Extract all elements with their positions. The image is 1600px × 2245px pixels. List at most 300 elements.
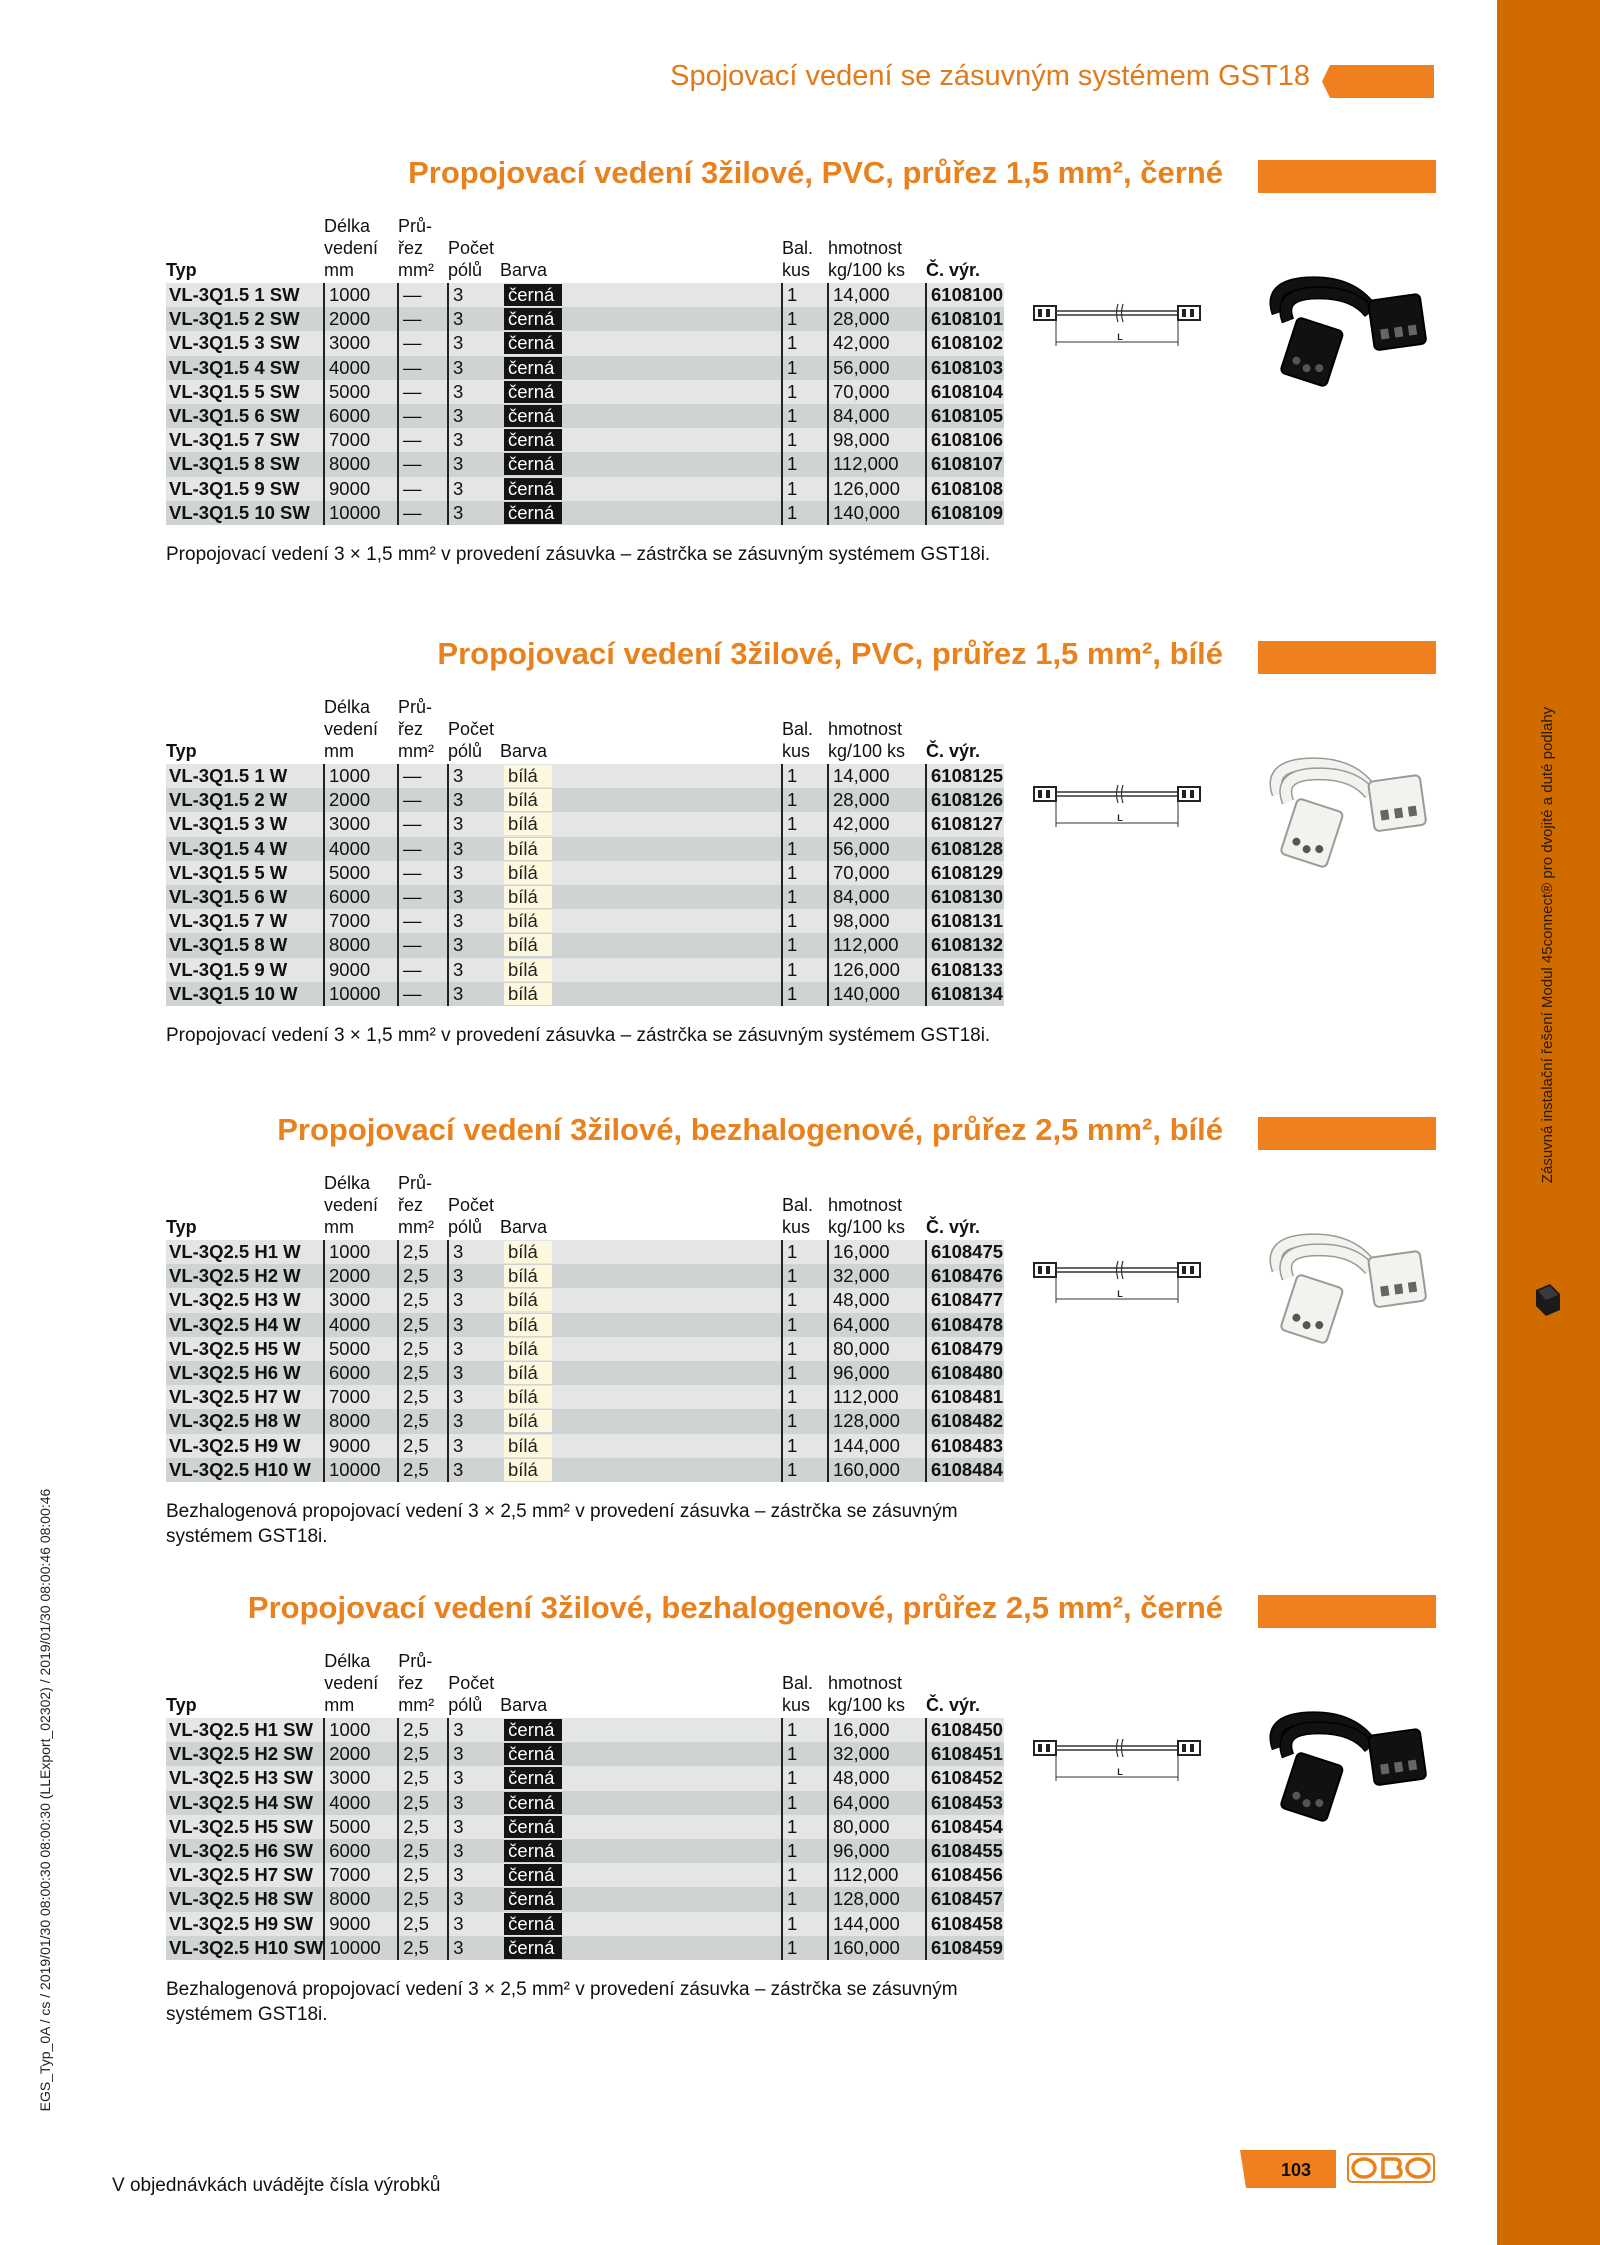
table-row bbox=[166, 1313, 1004, 1337]
cell-pocet: 3 bbox=[448, 1434, 500, 1458]
cell-typ: VL-3Q1.5 5 SW bbox=[166, 380, 324, 404]
cell-barva bbox=[500, 1240, 584, 1264]
col-hmotnost: hmotnost kg/100 ks bbox=[828, 238, 906, 280]
cell-cislo: 6108134 bbox=[926, 982, 1004, 1006]
cell-hmotnost: 128,000 bbox=[828, 1409, 926, 1433]
cell-cislo: 6108104 bbox=[926, 380, 1004, 404]
cell-bal: 1 bbox=[782, 477, 828, 501]
product-category-icon bbox=[1532, 1280, 1564, 1318]
cell-delka: 4000 bbox=[324, 837, 398, 861]
cell-prurez: 2,5 bbox=[398, 1458, 448, 1482]
cell-cislo: 6108132 bbox=[926, 933, 1004, 957]
cell-cislo: 6108106 bbox=[926, 428, 1004, 452]
cell-hmotnost: 70,000 bbox=[828, 861, 926, 885]
cell-cislo: 6108453 bbox=[926, 1791, 1004, 1815]
color-swatch: černá bbox=[504, 1913, 562, 1935]
cell-cislo: 6108128 bbox=[926, 837, 1004, 861]
col-prurez: Prů- řez mm² bbox=[398, 216, 434, 280]
color-swatch: bílá bbox=[504, 1241, 552, 1263]
cell-hmotnost: 80,000 bbox=[828, 1337, 926, 1361]
cell-pocet: 3 bbox=[448, 501, 500, 525]
table-row bbox=[166, 764, 1004, 788]
cell-cislo: 6108459 bbox=[926, 1936, 1004, 1960]
cell-pocet: 3 bbox=[448, 1936, 500, 1960]
cell-pocet: 3 bbox=[448, 452, 500, 476]
cell-cislo: 6108105 bbox=[926, 404, 1004, 428]
color-swatch: bílá bbox=[504, 983, 552, 1005]
cell-gap bbox=[584, 861, 782, 885]
cable-product-photo bbox=[1258, 265, 1438, 393]
cell-cislo: 6108450 bbox=[926, 1718, 1004, 1742]
cell-delka: 2000 bbox=[324, 307, 398, 331]
color-swatch: bílá bbox=[504, 910, 552, 932]
table-row bbox=[166, 788, 1004, 812]
cell-hmotnost: 126,000 bbox=[828, 477, 926, 501]
cell-typ: VL-3Q2.5 H3 W bbox=[166, 1288, 324, 1312]
cell-hmotnost: 140,000 bbox=[828, 501, 926, 525]
cell-gap bbox=[584, 1791, 782, 1815]
cell-gap bbox=[584, 1361, 782, 1385]
cell-cislo: 6108480 bbox=[926, 1361, 1004, 1385]
table-row bbox=[166, 1887, 1004, 1911]
dimension-drawing bbox=[1032, 1731, 1202, 1801]
table-row bbox=[166, 380, 1004, 404]
cell-cislo: 6108482 bbox=[926, 1409, 1004, 1433]
col-gap bbox=[584, 696, 782, 764]
cell-typ: VL-3Q1.5 4 SW bbox=[166, 356, 324, 380]
cell-typ: VL-3Q2.5 H9 SW bbox=[166, 1912, 324, 1936]
cell-pocet: 3 bbox=[448, 764, 500, 788]
cell-gap bbox=[584, 1288, 782, 1312]
cell-bal: 1 bbox=[782, 1718, 828, 1742]
cable-product-photo bbox=[1258, 746, 1438, 874]
table-row bbox=[166, 1766, 1004, 1790]
cell-bal: 1 bbox=[782, 428, 828, 452]
cell-bal: 1 bbox=[782, 1936, 828, 1960]
cell-gap bbox=[584, 428, 782, 452]
table-row bbox=[166, 452, 1004, 476]
cell-prurez: — bbox=[398, 356, 448, 380]
cell-typ: VL-3Q1.5 10 W bbox=[166, 982, 324, 1006]
cell-prurez: 2,5 bbox=[398, 1337, 448, 1361]
cell-barva bbox=[500, 1385, 584, 1409]
dimension-drawing bbox=[1032, 777, 1202, 847]
cell-prurez: — bbox=[398, 501, 448, 525]
cell-hmotnost: 70,000 bbox=[828, 380, 926, 404]
cell-hmotnost: 16,000 bbox=[828, 1718, 926, 1742]
cell-barva bbox=[500, 764, 584, 788]
cell-prurez: — bbox=[398, 404, 448, 428]
cell-typ: VL-3Q2.5 H8 SW bbox=[166, 1887, 324, 1911]
cell-pocet: 3 bbox=[448, 1264, 500, 1288]
cell-barva bbox=[500, 1936, 584, 1960]
table-row bbox=[166, 837, 1004, 861]
cell-prurez: — bbox=[398, 788, 448, 812]
cable-product-photo bbox=[1258, 1222, 1438, 1350]
cell-gap bbox=[584, 331, 782, 355]
col-cislo: Č. výr. bbox=[926, 741, 981, 761]
col-gap bbox=[584, 1172, 782, 1240]
cell-barva bbox=[500, 1839, 584, 1863]
cell-barva bbox=[500, 1361, 584, 1385]
cell-pocet: 3 bbox=[448, 1458, 500, 1482]
cell-delka: 8000 bbox=[324, 1409, 398, 1433]
cell-hmotnost: 112,000 bbox=[828, 933, 926, 957]
cell-pocet: 3 bbox=[448, 1887, 500, 1911]
cell-cislo: 6108129 bbox=[926, 861, 1004, 885]
cell-typ: VL-3Q2.5 H7 W bbox=[166, 1385, 324, 1409]
cell-barva bbox=[500, 982, 584, 1006]
table-row bbox=[166, 1264, 1004, 1288]
cell-hmotnost: 64,000 bbox=[828, 1791, 926, 1815]
cell-gap bbox=[584, 404, 782, 428]
cell-gap bbox=[584, 1863, 782, 1887]
cell-cislo: 6108478 bbox=[926, 1313, 1004, 1337]
cell-pocet: 3 bbox=[448, 1791, 500, 1815]
cell-barva bbox=[500, 1288, 584, 1312]
cell-cislo: 6108481 bbox=[926, 1385, 1004, 1409]
cell-pocet: 3 bbox=[448, 1742, 500, 1766]
cell-delka: 6000 bbox=[324, 885, 398, 909]
cell-bal: 1 bbox=[782, 331, 828, 355]
section-description: Propojovací vedení 3 × 1,5 mm² v provedení zásuvka – zástrčka se zásuvným systémem GST18i. bbox=[166, 544, 991, 565]
cell-bal: 1 bbox=[782, 1839, 828, 1863]
page-number-badge bbox=[1240, 2150, 1336, 2188]
cell-delka: 5000 bbox=[324, 1815, 398, 1839]
color-swatch: černá bbox=[504, 429, 562, 451]
cell-barva bbox=[500, 861, 584, 885]
dimension-drawing bbox=[1032, 1253, 1202, 1323]
table-header-row bbox=[166, 696, 1004, 764]
cell-delka: 3000 bbox=[324, 1288, 398, 1312]
col-barva: Barva bbox=[500, 260, 548, 280]
cell-cislo: 6108108 bbox=[926, 477, 1004, 501]
table-row bbox=[166, 1718, 1004, 1742]
cell-pocet: 3 bbox=[448, 1766, 500, 1790]
cell-gap bbox=[584, 1434, 782, 1458]
cell-hmotnost: 160,000 bbox=[828, 1936, 926, 1960]
cell-gap bbox=[584, 380, 782, 404]
cell-hmotnost: 56,000 bbox=[828, 837, 926, 861]
col-barva: Barva bbox=[500, 741, 548, 761]
dimension-drawing bbox=[1032, 296, 1202, 366]
cell-cislo: 6108475 bbox=[926, 1240, 1004, 1264]
table-row bbox=[166, 1385, 1004, 1409]
cell-bal: 1 bbox=[782, 1742, 828, 1766]
cell-barva bbox=[500, 283, 584, 307]
cell-delka: 8000 bbox=[324, 1887, 398, 1911]
cell-pocet: 3 bbox=[448, 380, 500, 404]
cell-pocet: 3 bbox=[448, 982, 500, 1006]
cell-hmotnost: 32,000 bbox=[828, 1742, 926, 1766]
cell-cislo: 6108125 bbox=[926, 764, 1004, 788]
cell-gap bbox=[584, 982, 782, 1006]
cell-gap bbox=[584, 933, 782, 957]
cell-hmotnost: 140,000 bbox=[828, 982, 926, 1006]
cell-barva bbox=[500, 1409, 584, 1433]
col-pocet: Počet pólů bbox=[448, 1673, 495, 1715]
cell-typ: VL-3Q1.5 3 W bbox=[166, 812, 324, 836]
color-swatch: černá bbox=[504, 284, 562, 306]
cell-hmotnost: 126,000 bbox=[828, 958, 926, 982]
cell-bal: 1 bbox=[782, 1912, 828, 1936]
cell-cislo: 6108127 bbox=[926, 812, 1004, 836]
col-bal: Bal. kus bbox=[782, 1195, 814, 1237]
product-table bbox=[166, 696, 1004, 1006]
col-pocet: Počet pólů bbox=[448, 238, 495, 280]
cell-cislo: 6108454 bbox=[926, 1815, 1004, 1839]
cell-pocet: 3 bbox=[448, 1385, 500, 1409]
section-title: Propojovací vedení 3žilové, bezhalogenové, průřez 2,5 mm², bílé bbox=[277, 1112, 1223, 1147]
cell-cislo: 6108126 bbox=[926, 788, 1004, 812]
cell-typ: VL-3Q2.5 H3 SW bbox=[166, 1766, 324, 1790]
cell-bal: 1 bbox=[782, 1288, 828, 1312]
cell-prurez: — bbox=[398, 837, 448, 861]
cell-pocet: 3 bbox=[448, 331, 500, 355]
color-swatch: černá bbox=[504, 405, 562, 427]
col-prurez: Prů- řez mm² bbox=[398, 1651, 435, 1715]
table-row bbox=[166, 356, 1004, 380]
print-metadata: EGS_Typ_0A / cs / 2019/01/30 08:00:30 08:00:30 (LLExport_02302) / 2019/01/30 08:00:46 08:00:46 bbox=[37, 1488, 53, 2112]
color-swatch: černá bbox=[504, 502, 562, 524]
section-title: Propojovací vedení 3žilové, PVC, průřez 1,5 mm², černé bbox=[408, 155, 1223, 190]
cell-typ: VL-3Q2.5 H7 SW bbox=[166, 1863, 324, 1887]
cell-gap bbox=[584, 788, 782, 812]
cell-gap bbox=[584, 1718, 782, 1742]
page-number: 103 bbox=[1280, 2160, 1312, 2180]
cell-delka: 1000 bbox=[324, 1240, 398, 1264]
svg-text:L: L bbox=[1117, 1289, 1123, 1299]
cell-typ: VL-3Q2.5 H4 W bbox=[166, 1313, 324, 1337]
cell-hmotnost: 160,000 bbox=[828, 1458, 926, 1482]
col-bal: Bal. kus bbox=[781, 1673, 814, 1715]
cell-delka: 7000 bbox=[324, 909, 398, 933]
cell-pocet: 3 bbox=[448, 1240, 500, 1264]
cell-prurez: 2,5 bbox=[398, 1766, 448, 1790]
cell-prurez: 2,5 bbox=[398, 1240, 448, 1264]
table-row bbox=[166, 1240, 1004, 1264]
cell-barva bbox=[500, 452, 584, 476]
cell-bal: 1 bbox=[782, 933, 828, 957]
color-swatch: černá bbox=[504, 1937, 562, 1959]
cell-typ: VL-3Q1.5 3 SW bbox=[166, 331, 324, 355]
table-row bbox=[166, 1912, 1004, 1936]
cell-gap bbox=[584, 1766, 782, 1790]
cell-bal: 1 bbox=[782, 837, 828, 861]
cell-prurez: 2,5 bbox=[398, 1912, 448, 1936]
cell-pocet: 3 bbox=[448, 307, 500, 331]
cell-bal: 1 bbox=[782, 812, 828, 836]
cell-prurez: — bbox=[398, 982, 448, 1006]
cell-typ: VL-3Q1.5 7 W bbox=[166, 909, 324, 933]
cell-hmotnost: 56,000 bbox=[828, 356, 926, 380]
col-delka: Délka vedení mm bbox=[324, 1651, 379, 1715]
cell-barva bbox=[500, 837, 584, 861]
cell-pocet: 3 bbox=[448, 1337, 500, 1361]
svg-text:L: L bbox=[1117, 332, 1123, 342]
cell-prurez: 2,5 bbox=[398, 1742, 448, 1766]
table-row bbox=[166, 812, 1004, 836]
col-cislo: Č. výr. bbox=[926, 1217, 981, 1237]
col-hmotnost: hmotnost kg/100 ks bbox=[827, 1673, 906, 1715]
section-title-bar bbox=[1258, 1117, 1436, 1150]
section-description: Bezhalogenová propojovací vedení 3 × 2,5 mm² v provedení zásuvka – zástrčka se zásuvným systémem GST18i. bbox=[166, 1979, 958, 2025]
cell-typ: VL-3Q1.5 8 SW bbox=[166, 452, 324, 476]
cell-barva bbox=[500, 1337, 584, 1361]
cell-typ: VL-3Q1.5 5 W bbox=[166, 861, 324, 885]
table-row bbox=[166, 283, 1004, 307]
color-swatch: černá bbox=[504, 308, 562, 330]
cell-barva bbox=[500, 1887, 584, 1911]
cell-typ: VL-3Q2.5 H4 SW bbox=[166, 1791, 324, 1815]
cell-cislo: 6108452 bbox=[926, 1766, 1004, 1790]
cell-pocet: 3 bbox=[448, 1815, 500, 1839]
cell-prurez: 2,5 bbox=[398, 1863, 448, 1887]
cell-typ: VL-3Q1.5 7 SW bbox=[166, 428, 324, 452]
col-prurez: Prů- řez mm² bbox=[398, 1173, 434, 1237]
cell-hmotnost: 112,000 bbox=[828, 452, 926, 476]
cell-prurez: 2,5 bbox=[398, 1434, 448, 1458]
cell-barva bbox=[500, 356, 584, 380]
cell-gap bbox=[584, 1742, 782, 1766]
obo-logo bbox=[1347, 2153, 1435, 2183]
cell-delka: 1000 bbox=[324, 1718, 398, 1742]
cell-typ: VL-3Q2.5 H10 W bbox=[166, 1458, 324, 1482]
cell-gap bbox=[584, 1815, 782, 1839]
cell-pocet: 3 bbox=[448, 958, 500, 982]
col-bal: Bal. kus bbox=[782, 238, 814, 280]
cell-gap bbox=[584, 283, 782, 307]
col-hmotnost: hmotnost kg/100 ks bbox=[828, 719, 906, 761]
table-row bbox=[166, 307, 1004, 331]
col-delka: Délka vedení mm bbox=[324, 1173, 379, 1237]
cell-prurez: — bbox=[398, 331, 448, 355]
cell-bal: 1 bbox=[782, 1863, 828, 1887]
cell-bal: 1 bbox=[782, 283, 828, 307]
cell-gap bbox=[584, 356, 782, 380]
cell-gap bbox=[584, 477, 782, 501]
table-row bbox=[166, 404, 1004, 428]
cell-typ: VL-3Q2.5 H6 SW bbox=[166, 1839, 324, 1863]
svg-text:L: L bbox=[1117, 1767, 1123, 1777]
cell-prurez: — bbox=[398, 764, 448, 788]
cell-bal: 1 bbox=[782, 380, 828, 404]
cell-pocet: 3 bbox=[448, 812, 500, 836]
cell-delka: 6000 bbox=[324, 404, 398, 428]
cell-bal: 1 bbox=[782, 1434, 828, 1458]
cell-hmotnost: 96,000 bbox=[828, 1361, 926, 1385]
cell-bal: 1 bbox=[782, 1791, 828, 1815]
cell-prurez: — bbox=[398, 812, 448, 836]
color-swatch: černá bbox=[504, 357, 562, 379]
cell-bal: 1 bbox=[782, 1409, 828, 1433]
cell-typ: VL-3Q1.5 6 W bbox=[166, 885, 324, 909]
color-swatch: bílá bbox=[504, 886, 552, 908]
col-cislo: Č. výr. bbox=[925, 1695, 980, 1715]
color-swatch: bílá bbox=[504, 838, 552, 860]
cell-hmotnost: 96,000 bbox=[828, 1839, 926, 1863]
table-row bbox=[166, 1791, 1004, 1815]
cell-bal: 1 bbox=[782, 861, 828, 885]
cell-bal: 1 bbox=[782, 1313, 828, 1337]
color-swatch: černá bbox=[504, 1816, 562, 1838]
cell-prurez: — bbox=[398, 452, 448, 476]
cell-prurez: — bbox=[398, 909, 448, 933]
cell-typ: VL-3Q1.5 1 SW bbox=[166, 283, 324, 307]
cell-hmotnost: 14,000 bbox=[828, 283, 926, 307]
cell-bal: 1 bbox=[782, 909, 828, 933]
cell-gap bbox=[584, 885, 782, 909]
cell-bal: 1 bbox=[782, 1815, 828, 1839]
cell-bal: 1 bbox=[782, 982, 828, 1006]
cell-barva bbox=[500, 909, 584, 933]
color-swatch: bílá bbox=[504, 1386, 552, 1408]
cell-delka: 8000 bbox=[324, 933, 398, 957]
cell-bal: 1 bbox=[782, 501, 828, 525]
cell-typ: VL-3Q1.5 4 W bbox=[166, 837, 324, 861]
table-row bbox=[166, 1815, 1004, 1839]
color-swatch: černá bbox=[504, 332, 562, 354]
color-swatch: bílá bbox=[504, 1314, 552, 1336]
cell-hmotnost: 42,000 bbox=[828, 812, 926, 836]
cell-barva bbox=[500, 307, 584, 331]
svg-text:L: L bbox=[1117, 813, 1123, 823]
footer-note: V objednávkách uvádějte čísla výrobků bbox=[112, 2175, 441, 2196]
cell-typ: VL-3Q1.5 10 SW bbox=[166, 501, 324, 525]
table-row bbox=[166, 1409, 1004, 1433]
cell-barva bbox=[500, 885, 584, 909]
table-row bbox=[166, 885, 1004, 909]
cell-hmotnost: 144,000 bbox=[828, 1912, 926, 1936]
table-header-row bbox=[166, 215, 1004, 283]
cell-pocet: 3 bbox=[448, 1912, 500, 1936]
product-section bbox=[160, 155, 1440, 615]
table-row bbox=[166, 933, 1004, 957]
table-row bbox=[166, 1936, 1004, 1960]
cell-barva bbox=[500, 1264, 584, 1288]
col-typ: Typ bbox=[166, 1695, 197, 1715]
col-typ: Typ bbox=[166, 741, 197, 761]
cell-typ: VL-3Q1.5 2 W bbox=[166, 788, 324, 812]
cell-delka: 9000 bbox=[324, 958, 398, 982]
color-swatch: černá bbox=[504, 1743, 562, 1765]
color-swatch: bílá bbox=[504, 959, 552, 981]
color-swatch: bílá bbox=[504, 862, 552, 884]
cell-typ: VL-3Q2.5 H5 SW bbox=[166, 1815, 324, 1839]
section-title: Propojovací vedení 3žilové, PVC, průřez 1,5 mm², bílé bbox=[437, 636, 1223, 671]
cell-pocet: 3 bbox=[448, 933, 500, 957]
color-swatch: bílá bbox=[504, 1265, 552, 1287]
col-pocet: Počet pólů bbox=[448, 1195, 495, 1237]
cell-prurez: — bbox=[398, 283, 448, 307]
cell-prurez: — bbox=[398, 885, 448, 909]
cell-typ: VL-3Q1.5 9 SW bbox=[166, 477, 324, 501]
table-header-row bbox=[166, 1650, 1004, 1718]
product-table bbox=[166, 1650, 1004, 1960]
cell-pocet: 3 bbox=[448, 885, 500, 909]
color-swatch: černá bbox=[504, 453, 562, 475]
cell-typ: VL-3Q2.5 H2 W bbox=[166, 1264, 324, 1288]
cell-prurez: — bbox=[398, 380, 448, 404]
cell-pocet: 3 bbox=[448, 837, 500, 861]
product-section bbox=[160, 636, 1440, 1096]
cell-bal: 1 bbox=[782, 764, 828, 788]
header-tab-marker bbox=[1322, 65, 1434, 98]
col-typ: Typ bbox=[166, 260, 197, 280]
cell-barva bbox=[500, 331, 584, 355]
cell-delka: 6000 bbox=[324, 1361, 398, 1385]
cell-bal: 1 bbox=[782, 404, 828, 428]
